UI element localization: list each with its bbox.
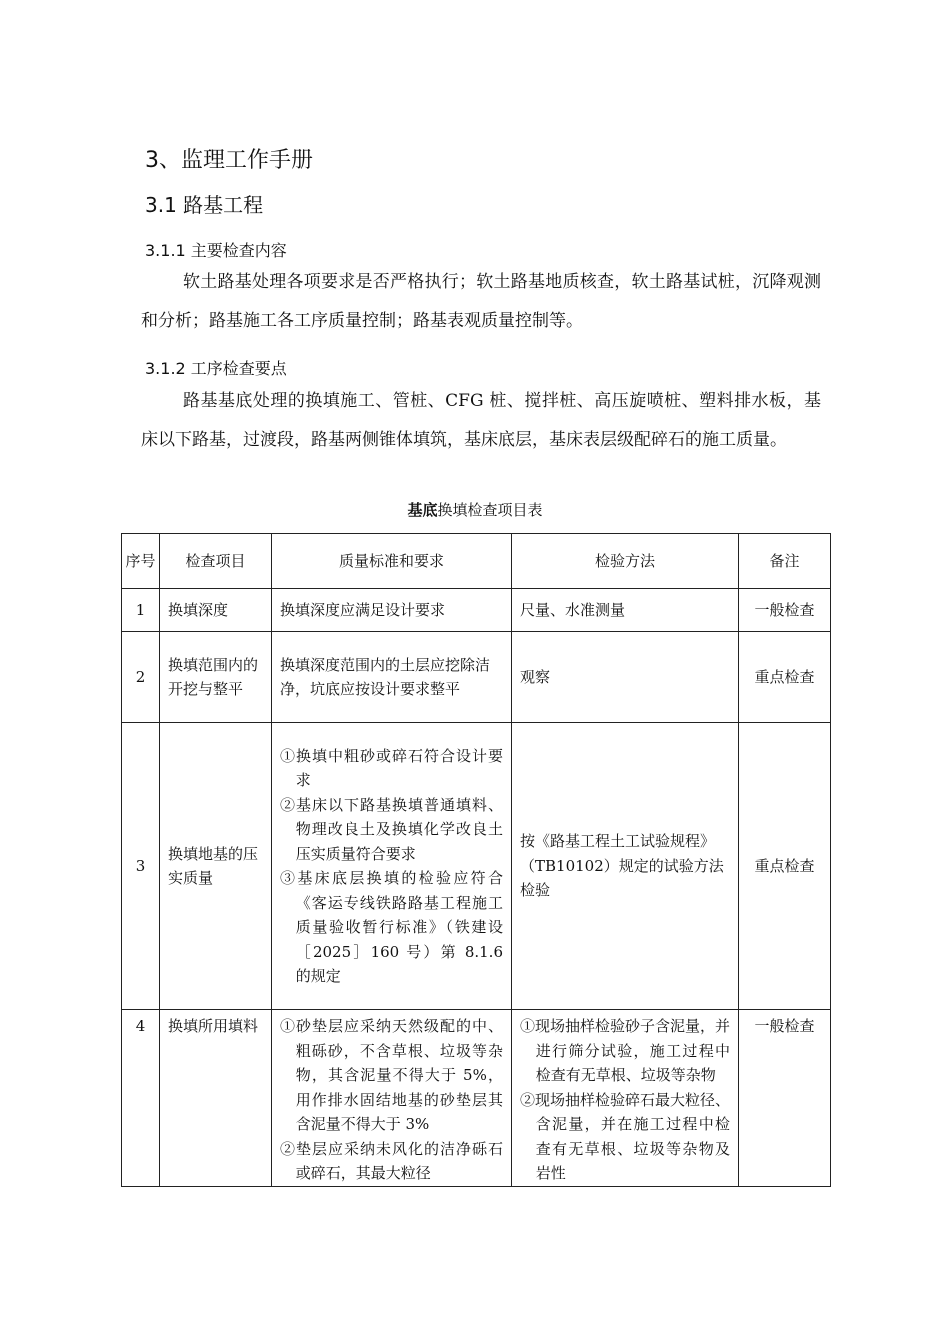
cell-standard (272, 1010, 512, 1187)
table-row (122, 1010, 831, 1187)
cell-standard-line: ①换填中粗砂或碎石符合设计要求 (280, 746, 503, 789)
cell-standard-line: ①砂垫层应采纳天然级配的中、粗砾砂，不含草根、垃圾等杂物，其含泥量不得大于 5%，用作排水固结地基的砂垫层其含泥量不得大于 3% (280, 1017, 503, 1133)
cell-standard-line: 换填深度范围内的土层应挖除洁净，坑底应按设计要求整平 (280, 655, 491, 698)
cell-method-line: 观察 (520, 667, 551, 686)
cell-note: 一般检查 (739, 1010, 831, 1187)
header-no: 序号 (122, 534, 160, 589)
cell-method-line: 尺量、水准测量 (520, 600, 626, 619)
cell-standard-line: 换填深度应满足设计要求 (280, 600, 446, 619)
cell-item: 换填地基的压实质量 (160, 723, 272, 1010)
paragraph-process-inspection: 路基基底处理的换填施工、管桩、CFG 桩、搅拌桩、高压旋喷桩、塑料排水板，基床以下路基，过渡段，路基两侧锥体填筑，基床底层，基床表层级配碎石的施工质量。 (141, 391, 821, 450)
cell-method-line: ①现场抽样检验砂子含泥量，并进行筛分试验，施工过程中检查有无草根、垃圾等杂物 (520, 1017, 731, 1084)
table-row (122, 632, 831, 723)
header-standard: 质量标准和要求 (272, 534, 512, 589)
cell-method-line: ②现场抽样检验碎石最大粒径、含泥量，并在施工过程中检查有无草根、垃圾等杂物及岩性 (520, 1090, 731, 1182)
cell-method (512, 723, 739, 1010)
heading-process-inspection: 3.1.2 工序检查要点 (145, 359, 287, 378)
cell-method-line: 按《路基工程土工试验规程》（TB10102）规定的试验方法检验 (520, 832, 724, 900)
cell-method (512, 632, 739, 723)
header-item: 检查项目 (160, 534, 272, 589)
table-row (122, 589, 831, 632)
cell-no: 3 (122, 723, 160, 1010)
cell-item: 换填范围内的开挖与整平 (160, 632, 272, 723)
cell-no: 1 (122, 589, 160, 632)
cell-standard (272, 632, 512, 723)
section-heading: 3、监理工作手册 (145, 148, 313, 173)
header-note: 备注 (739, 534, 831, 589)
cell-standard (272, 589, 512, 632)
table-row (122, 723, 831, 1010)
cell-standard-line: ②垫层应采纳未风化的洁净砾石或碎石，其最大粒径 (280, 1139, 503, 1182)
table-header-row (122, 534, 831, 589)
cell-method (512, 589, 739, 632)
subsection-heading: 3.1 路基工程 (145, 193, 264, 217)
cell-item: 换填深度 (160, 589, 272, 632)
cell-standard (272, 723, 512, 1010)
paragraph-main-inspection: 软土路基处理各项要求是否严格执行；软土路基地质核查，软土路基试桩，沉降观测和分析；路基施工各工序质量控制；路基表观质量控制等。 (141, 272, 821, 331)
cell-note: 重点检查 (739, 723, 831, 1010)
table-caption-bold: 基底 (407, 501, 438, 519)
cell-note: 一般检查 (739, 589, 831, 632)
heading-main-inspection: 3.1.1 主要检查内容 (145, 241, 287, 260)
cell-standard-line: ③基床底层换填的检验应符合《客运专线铁路路基工程施工质量验收暂行标准》（铁建设［2025］160 号）第 8.1.6 的规定 (280, 869, 503, 985)
cell-no: 2 (122, 632, 160, 723)
cell-note: 重点检查 (739, 632, 831, 723)
cell-method (512, 1010, 739, 1187)
cell-standard-line: ②基床以下路基换填普通填料、物理改良土及换填化学改良土压实质量符合要求 (280, 795, 503, 863)
inspection-table (121, 533, 831, 1187)
table-caption (0, 499, 950, 520)
header-method: 检验方法 (512, 534, 739, 589)
cell-no: 4 (122, 1010, 160, 1187)
cell-item: 换填所用填料 (160, 1010, 272, 1187)
table-caption-rest: 换填检查项目表 (437, 501, 543, 519)
